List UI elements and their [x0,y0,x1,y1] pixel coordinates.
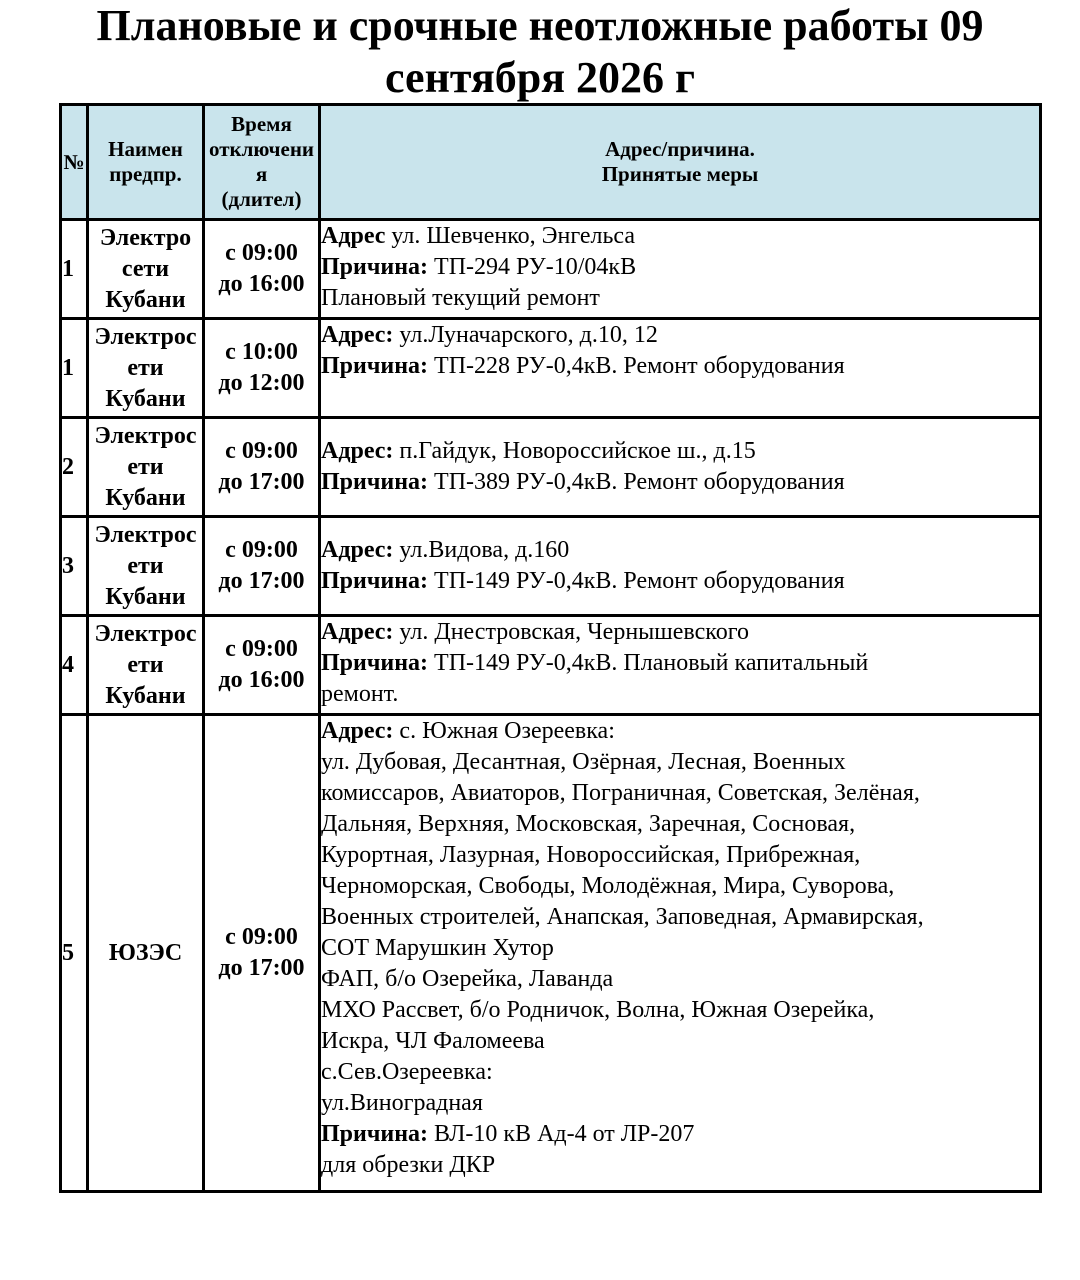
row-address: Адрес: ул.Луначарского, д.10, 12 Причина: ТП-228 РУ-0,4кВ. Ремонт оборудования [320,319,1041,418]
row-address: Адрес ул. Шевченко, Энгельса Причина: ТП-294 РУ-10/04кВ Плановый текущий ремонт [320,220,1041,319]
row-org: ЮЗЭС [88,715,204,1192]
row-org: Электрос ети Кубани [88,616,204,715]
table-header-row [61,105,1041,220]
row-org: Электрос ети Кубани [88,418,204,517]
row-time: с 09:00 до 17:00 [204,517,320,616]
table-row [61,715,1041,1192]
row-time: с 09:00 до 17:00 [204,418,320,517]
table-row [61,220,1041,319]
table-row [61,319,1041,418]
row-time: с 09:00 до 16:00 [204,220,320,319]
row-address: Адрес: ул.Видова, д.160 Причина: ТП-149 РУ-0,4кВ. Ремонт оборудования [320,517,1041,616]
row-time: с 10:00 до 12:00 [204,319,320,418]
row-num: 4 [61,616,88,715]
row-time: с 09:00 до 17:00 [204,715,320,1192]
table-row [61,418,1041,517]
row-org: Электро сети Кубани [88,220,204,319]
row-time: с 09:00 до 16:00 [204,616,320,715]
row-address: Адрес: с. Южная Озереевка: ул. Дубовая, Десантная, Озёрная, Лесная, Военных комиссаров, Авиаторов, Пограничная, Советская, Зелёная, Дальняя, Верхняя, Московская, Заречная, Сосновая, Курортная, Лазурная, Новороссийская, Прибрежная, Черноморская, Свободы, Молодёжная, Мира, Суворова, Военных строителей, Анапская, Заповедная, Армавирская, СОТ Марушкин Хутор ФАП, б/о Озерейка, Лаванда МХО Рассвет, б/о Родничок, Волна, Южная Озерейка, Искра, ЧЛ Фаломеева с.Сев.Озереевка: ул.Виноградная Причина: ВЛ-10 кВ Ад-4 от ЛР-207 для обрезки ДКР [320,715,1041,1192]
title-line-1: Плановые и срочные неотложные работы 09 [96,1,984,50]
row-address: Адрес: п.Гайдук, Новороссийское ш., д.15 Причина: ТП-389 РУ-0,4кВ. Ремонт оборудования [320,418,1041,517]
table-row [61,616,1041,715]
row-num: 1 [61,319,88,418]
row-org: Электрос ети Кубани [88,517,204,616]
table-row [61,517,1041,616]
header-org: Наимен предпр. [88,105,204,220]
schedule-table [59,103,1042,1193]
row-num: 3 [61,517,88,616]
row-org: Электрос ети Кубани [88,319,204,418]
page-title [30,0,1050,104]
row-address: Адрес: ул. Днестровская, Чернышевского Причина: ТП-149 РУ-0,4кВ. Плановый капитальный ремонт. [320,616,1041,715]
row-num: 2 [61,418,88,517]
header-time: Время отключени я (длител) [204,105,320,220]
header-num: № [61,105,88,220]
header-addr: Адрес/причина. Принятые меры [320,105,1041,220]
row-num: 1 [61,220,88,319]
title-line-2: сентября 2026 г [384,53,696,102]
row-num: 5 [61,715,88,1192]
